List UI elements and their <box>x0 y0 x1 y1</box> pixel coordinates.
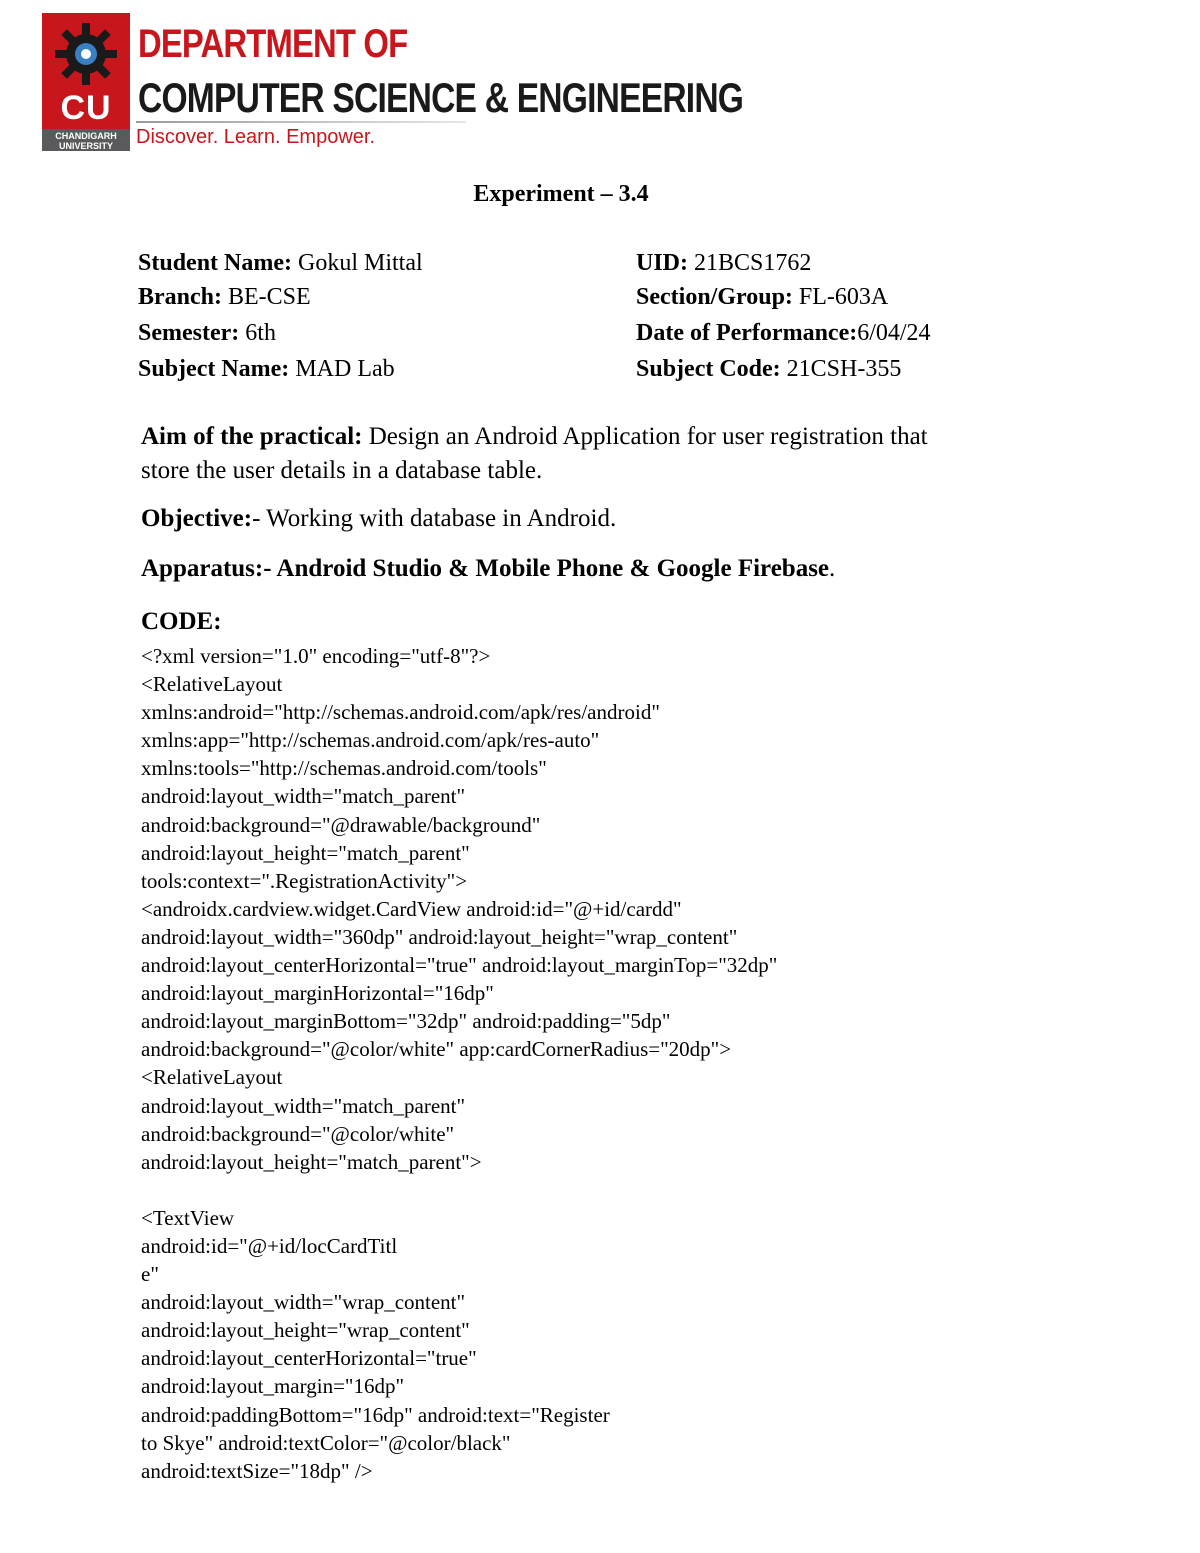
code-line: android:layout_marginBottom="32dp" android:padding="5dp" <box>141 1009 671 1034</box>
emblem-icon <box>52 21 120 87</box>
code-line: android:layout_marginHorizontal="16dp" <box>141 981 494 1006</box>
tagline: Discover. Learn. Empower. <box>136 126 375 148</box>
logo-univ-line2: UNIVERSITY <box>58 140 113 151</box>
semester-label: Semester: <box>138 320 240 346</box>
code-line: android:layout_width="match_parent" <box>141 1093 466 1118</box>
code-line: <RelativeLayout <box>141 672 283 697</box>
student-name <box>138 250 423 277</box>
department-title-line2: COMPUTER SCIENCE & ENGINEERING <box>138 74 744 121</box>
student-name-value: Gokul Mittal <box>292 250 423 276</box>
code-block <box>141 642 777 1485</box>
code-line: android:layout_margin="16dp" <box>141 1374 405 1399</box>
subject-name <box>138 356 395 383</box>
semester-value: 6th <box>239 320 276 346</box>
code-line: android:layout_width="360dp" android:layout_height="wrap_content" <box>141 924 738 949</box>
logo-univ-line1: CHANDIGARH <box>55 131 117 141</box>
section-value: FL-603A <box>792 284 889 310</box>
section-label: Section/Group: <box>636 284 793 310</box>
code-line: tools:context=".RegistrationActivity"> <box>141 868 468 893</box>
objective <box>141 505 616 533</box>
code-line: xmlns:app="http://schemas.android.com/apk/res-auto" <box>141 728 600 753</box>
aim-line1 <box>141 423 928 451</box>
code-line: to Skye" android:textColor="@color/black" <box>141 1430 511 1455</box>
code-line: android:layout_centerHorizontal="true" <box>141 1346 477 1371</box>
uid-value: 21BCS1762 <box>688 250 812 276</box>
code-line: e" <box>141 1262 159 1287</box>
uid-label: UID: <box>636 250 688 276</box>
semester <box>138 320 276 347</box>
branch-label: Branch: <box>138 284 222 310</box>
code-line: android:layout_height="match_parent"> <box>141 1149 482 1174</box>
code-line: android:layout_width="wrap_content" <box>141 1290 466 1315</box>
uid <box>636 250 811 277</box>
apparatus-text: . <box>829 555 836 582</box>
objective-label: Objective: <box>141 505 253 532</box>
code-line: <?xml version="1.0" encoding="utf-8"?> <box>141 644 491 668</box>
aim-line2: store the user details in a database table. <box>141 457 543 484</box>
code-line: android:layout_height="wrap_content" <box>141 1318 470 1343</box>
subject-code-value: 21CSH-355 <box>780 356 902 382</box>
subject-name-label: Subject Name: <box>138 356 290 382</box>
code-line: android:paddingBottom="16dp" android:text="Register <box>141 1402 610 1427</box>
code-line: <RelativeLayout <box>141 1065 283 1090</box>
date-value: 6/04/24 <box>857 320 931 346</box>
date-of-performance <box>636 320 931 347</box>
code-line: xmlns:tools="http://schemas.android.com/tools" <box>141 756 547 781</box>
branch-value: BE-CSE <box>222 284 311 310</box>
code-line: android:textSize="18dp" /> <box>141 1458 373 1483</box>
aim-label: Aim of the practical: <box>141 423 363 450</box>
logo-cu-text: CU <box>60 89 112 127</box>
code-line: <androidx.cardview.widget.CardView android:id="@+id/cardd" <box>141 896 682 921</box>
header-divider <box>136 121 466 123</box>
objective-text: - Working with database in Android. <box>252 505 617 532</box>
code-line: android:layout_centerHorizontal="true" android:layout_marginTop="32dp" <box>141 953 778 978</box>
apparatus <box>141 555 835 583</box>
code-line: android:id="@+id/locCardTitl <box>141 1233 398 1258</box>
university-logo <box>42 13 130 151</box>
code-line: android:background="@color/white" <box>141 1121 455 1146</box>
apparatus-label: Apparatus:- Android Studio & Mobile Phone & Google Firebase <box>141 555 830 582</box>
code-line: android:background="@color/white" app:cardCornerRadius="20dp"> <box>141 1037 732 1062</box>
date-label: Date of Performance: <box>636 320 858 346</box>
subject-code-label: Subject Code: <box>636 356 781 382</box>
section-group <box>636 284 888 311</box>
experiment-title: Experiment – 3.4 <box>473 181 649 207</box>
subject-name-value: MAD Lab <box>289 356 395 382</box>
code-line: android:layout_height="match_parent" <box>141 840 470 865</box>
aim-text1: Design an Android Application for user registration that <box>362 423 928 450</box>
branch <box>138 284 311 311</box>
department-title-line1: DEPARTMENT OF <box>138 22 408 66</box>
code-line: android:layout_width="match_parent" <box>141 784 466 809</box>
logo-university-text <box>42 132 130 151</box>
code-line: <TextView <box>141 1205 235 1230</box>
code-line: android:background="@drawable/background" <box>141 812 541 837</box>
subject-code <box>636 356 901 383</box>
code-heading: CODE: <box>141 608 222 635</box>
code-line: xmlns:android="http://schemas.android.com/apk/res/android" <box>141 700 660 725</box>
student-name-label: Student Name: <box>138 250 292 276</box>
code-line <box>141 1176 777 1204</box>
